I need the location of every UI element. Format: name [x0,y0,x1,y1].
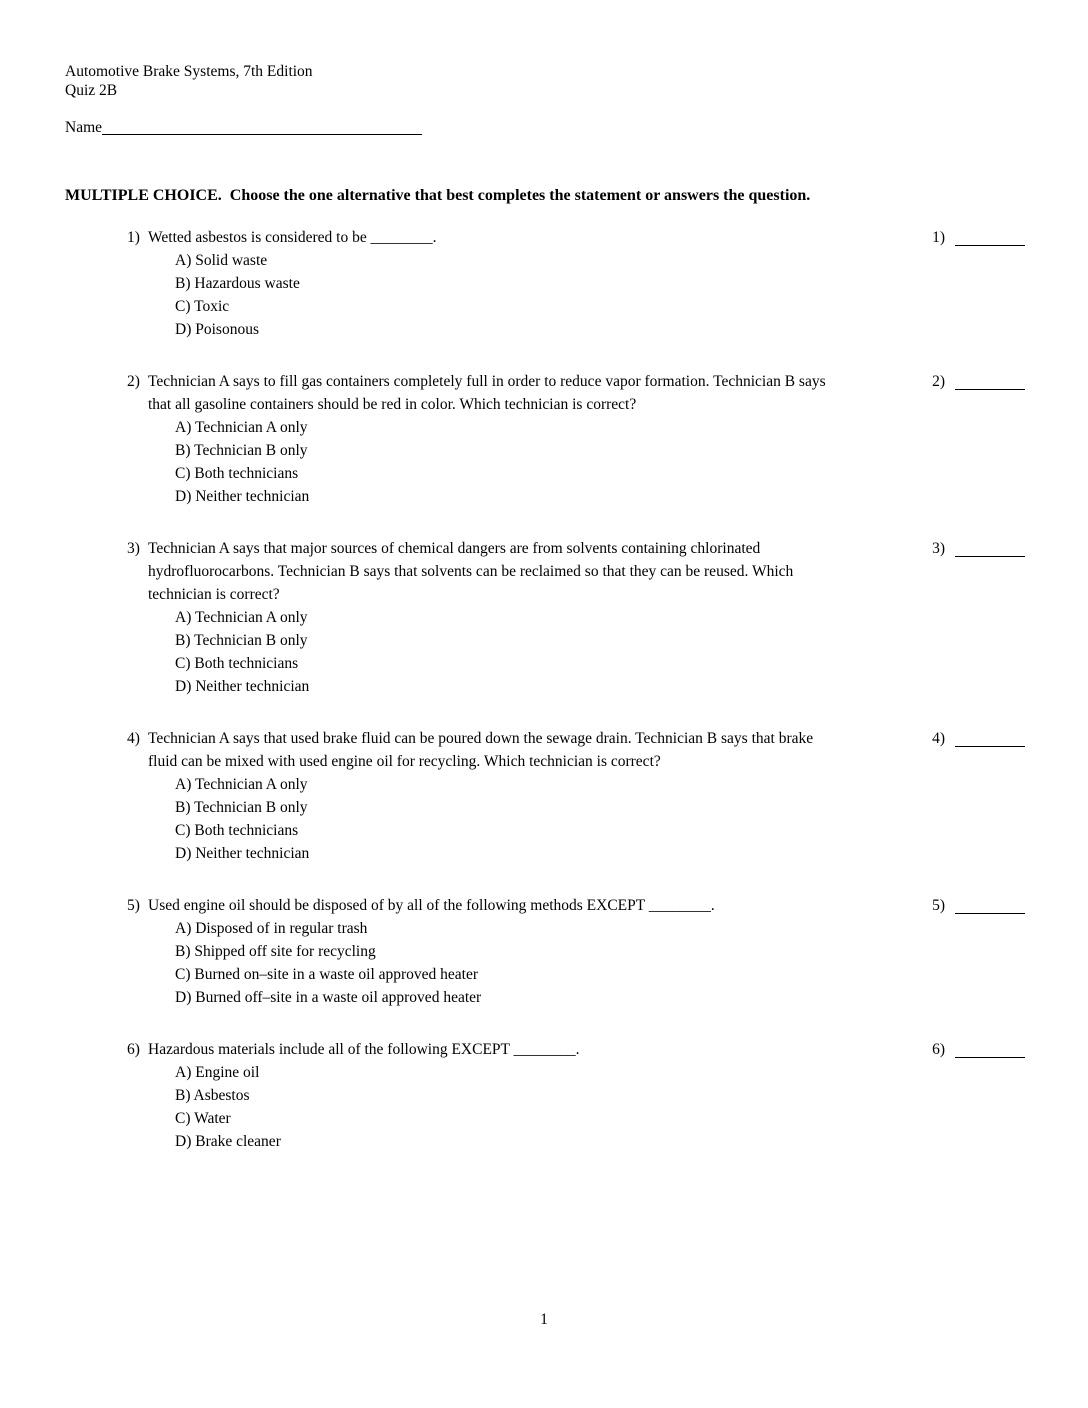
choice-c: C) Toxic [175,298,230,315]
choices-list [148,773,828,865]
answer-slot [932,894,1025,917]
choice-b: B) Asbestos [175,1087,250,1104]
question-text: Hazardous materials include all of the following EXCEPT ________. [148,1041,580,1058]
choice-a: A) Technician A only [175,609,308,626]
choice-a: A) Disposed of in regular trash [175,920,368,937]
answer-blank[interactable] [955,374,1025,390]
answer-number: 2) [932,373,945,390]
choice-b: B) Technician B only [175,442,308,459]
document-header [65,62,313,100]
question-number: 5) [127,897,140,914]
question-6 [127,1038,1025,1153]
answer-slot [932,727,1025,750]
choice-d: D) Neither technician [175,488,310,505]
answer-blank[interactable] [955,731,1025,747]
answer-number: 1) [932,229,945,246]
choices-list [148,606,828,698]
choice-b: B) Shipped off site for recycling [175,943,376,960]
question-4 [127,727,1025,865]
choice-c: C) Burned on–site in a waste oil approved heater [175,966,479,983]
question-3 [127,537,1025,698]
choice-b: B) Technician B only [175,799,308,816]
name-row [65,116,422,139]
choices-list [148,917,828,1009]
choice-d: D) Burned off–site in a waste oil approved heater [175,989,482,1006]
answer-number: 5) [932,897,945,914]
answer-blank[interactable] [955,1042,1025,1058]
answer-number: 3) [932,540,945,557]
name-blank[interactable] [102,119,422,135]
question-number: 3) [127,540,140,557]
choices-list [148,249,828,341]
choice-a: A) Solid waste [175,252,268,269]
choice-a: A) Technician A only [175,776,308,793]
answer-number: 6) [932,1041,945,1058]
question-1 [127,226,1025,341]
answer-blank[interactable] [955,898,1025,914]
choice-a: A) Technician A only [175,419,308,436]
choice-d: D) Neither technician [175,845,310,862]
answer-blank[interactable] [955,541,1025,557]
answer-blank[interactable] [955,230,1025,246]
choice-c: C) Both technicians [175,822,299,839]
choice-c: C) Both technicians [175,465,299,482]
question-text: Technician A says to fill gas containers completely full in order to reduce vapor formation. Technician B says that all gasoline containers should be red in color. Which technician is correct? [148,373,826,413]
answer-slot [932,1038,1025,1061]
answer-number: 4) [932,730,945,747]
answer-slot [932,370,1025,393]
choice-b: B) Technician B only [175,632,308,649]
choice-d: D) Brake cleaner [175,1133,281,1150]
question-text: Used engine oil should be disposed of by all of the following methods EXCEPT ________. [148,897,715,914]
quiz-title: Quiz 2B [65,82,118,99]
instructions: MULTIPLE CHOICE. Choose the one alternative that best completes the statement or answers the question. [65,187,811,204]
question-text: Wetted asbestos is considered to be ________. [148,229,437,246]
name-label: Name [65,119,103,136]
answer-slot [932,537,1025,560]
question-2 [127,370,1025,508]
choices-list [148,416,828,508]
question-text: Technician A says that major sources of chemical dangers are from solvents containing chlorinated hydrofluorocarbons. Technician B says that solvents can be reclaimed so that they can be reused. Which technician is correct? [148,540,794,603]
choice-d: D) Poisonous [175,321,259,338]
book-title: Automotive Brake Systems, 7th Edition [65,63,313,80]
choice-b: B) Hazardous waste [175,275,300,292]
question-number: 6) [127,1041,140,1058]
choice-c: C) Both technicians [175,655,299,672]
choice-d: D) Neither technician [175,678,310,695]
choice-a: A) Engine oil [175,1064,260,1081]
choices-list [148,1061,828,1153]
answer-slot [932,226,1025,249]
question-number: 1) [127,229,140,246]
page-number: 1 [540,1311,548,1328]
questions-list [127,226,1025,1182]
question-number: 4) [127,730,140,747]
question-number: 2) [127,373,140,390]
choice-c: C) Water [175,1110,231,1127]
question-5 [127,894,1025,1009]
question-text: Technician A says that used brake fluid can be poured down the sewage drain. Technician B says that brake fluid can be mixed with used engine oil for recycling. Which technician is correct? [148,730,814,770]
